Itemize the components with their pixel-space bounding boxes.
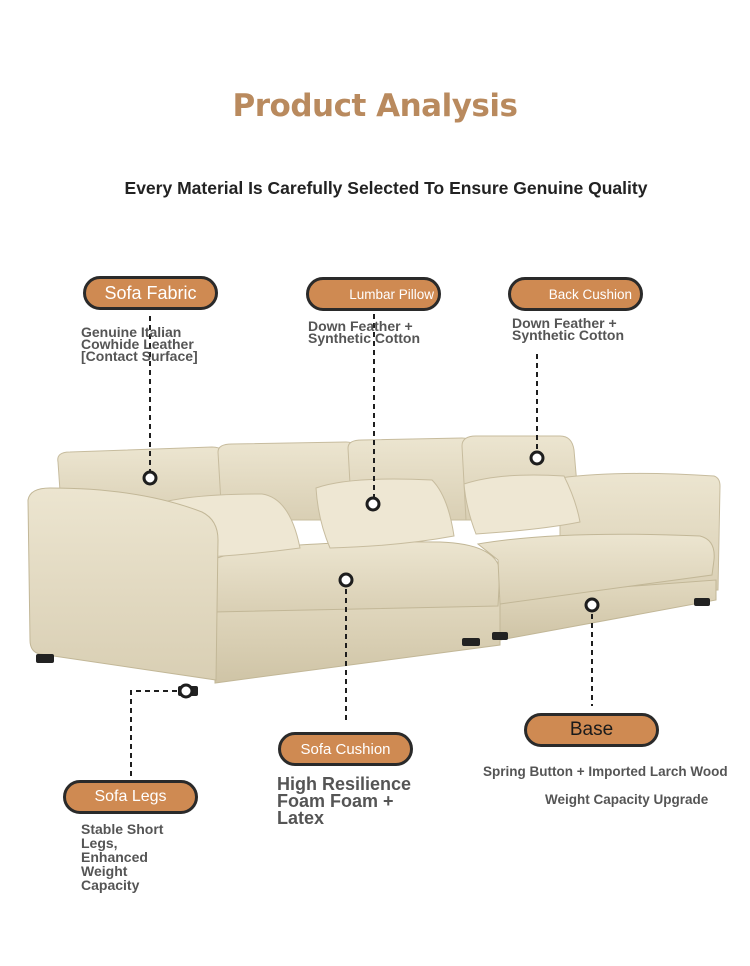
lumbar-pillow-desc: Down Feather + Synthetic Cotton <box>308 318 420 346</box>
base-label: Base <box>569 719 614 740</box>
lumbar-pillow-label: Lumbar Pillow <box>349 286 434 302</box>
back-cushion-label: Back Cushion <box>548 286 632 302</box>
base-desc-line-1: Spring Button + Imported Larch Wood <box>483 764 728 779</box>
base-desc-line-2: Weight Capacity Upgrade <box>545 792 709 807</box>
sofa-legs-label: Sofa Legs <box>94 788 167 805</box>
sofa-fabric-desc: Genuine Italian Cowhide Leather [Contact Surface] <box>81 324 198 364</box>
lumbar-pillow-pill <box>306 277 441 311</box>
sofa-fabric-pill <box>83 276 218 310</box>
sofa-legs-desc: Stable Short Legs, Enhanced Weight Capacity <box>81 821 164 893</box>
left-arm <box>28 488 218 680</box>
back-cushion-pill <box>508 277 643 311</box>
page-title: Product Analysis <box>232 88 518 124</box>
sofa-cushion-pill <box>278 732 413 766</box>
page-subtitle: Every Material Is Carefully Selected To Ensure Genuine Quality <box>124 178 648 198</box>
sofa-fabric-label: Sofa Fabric <box>104 282 197 303</box>
sofa-cushion-desc: High Resilience Foam Foam + Latex <box>277 774 412 828</box>
base-pill <box>524 713 659 747</box>
sofa-cushion-label: Sofa Cushion <box>300 740 391 758</box>
back-cushion-desc: Down Feather + Synthetic Cotton <box>512 315 624 343</box>
sofa-legs-pill <box>63 780 198 814</box>
